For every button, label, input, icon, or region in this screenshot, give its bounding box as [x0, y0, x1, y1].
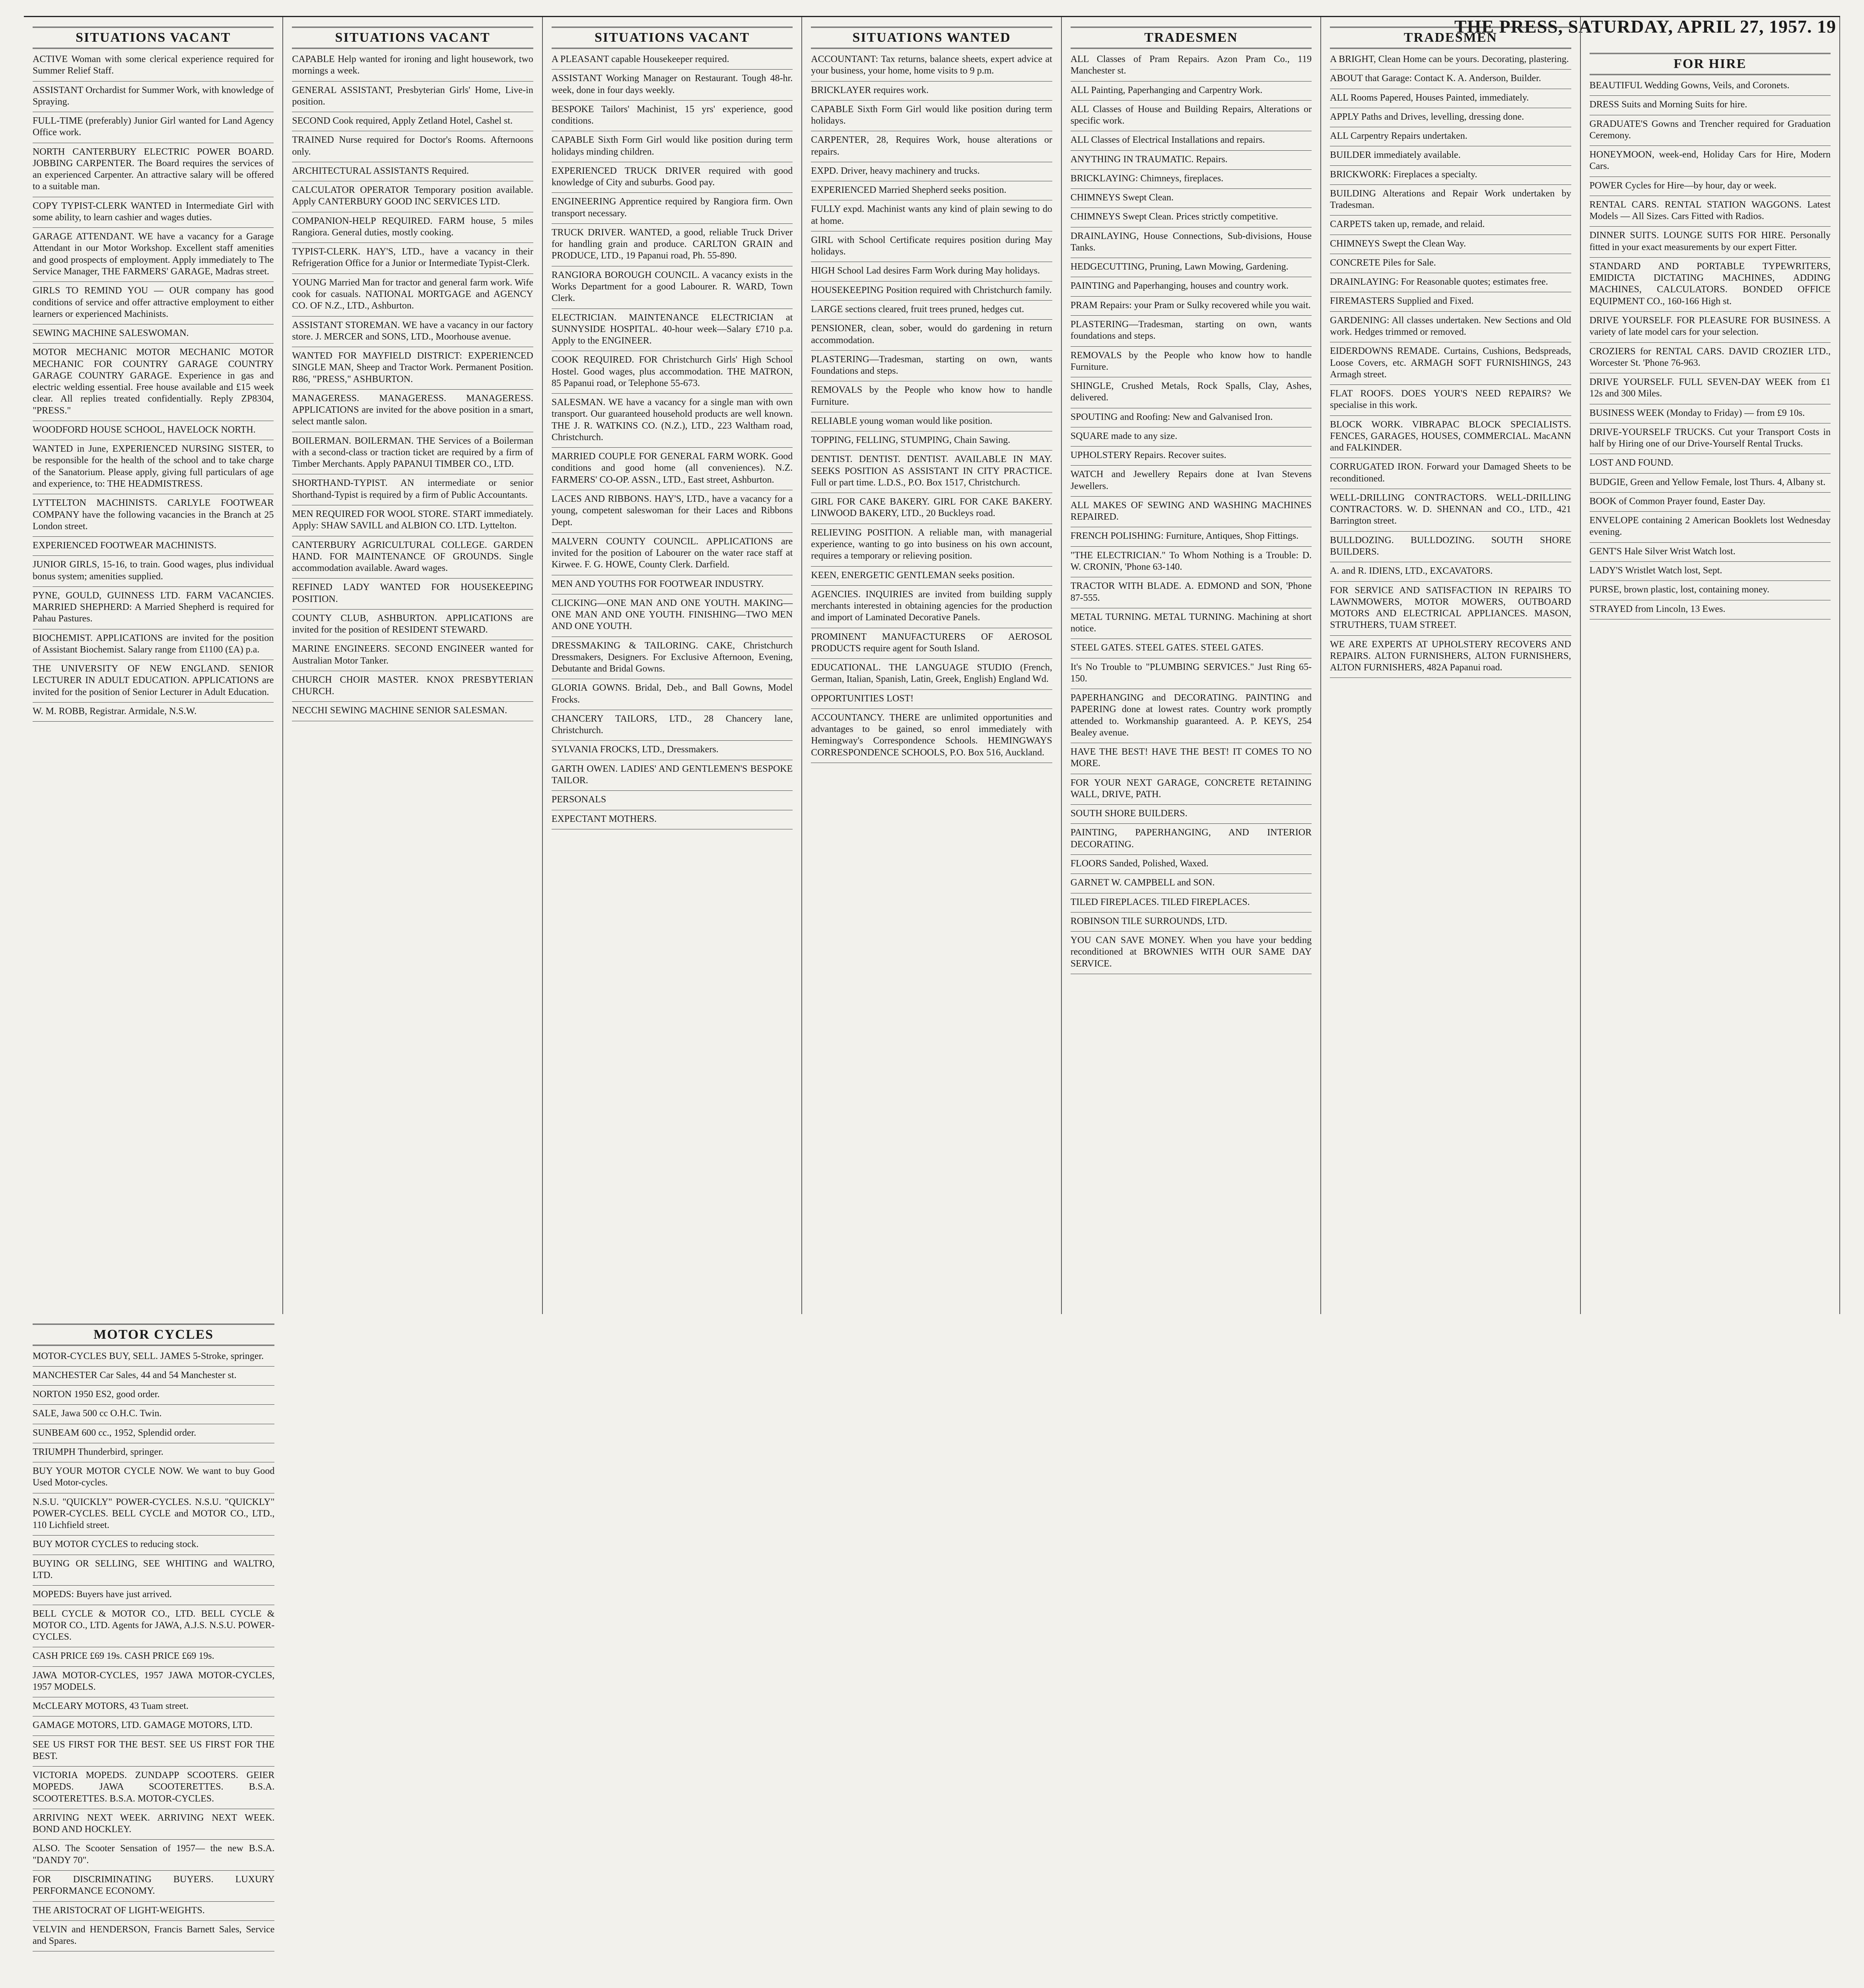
ad-divider	[1330, 531, 1571, 532]
ad-divider	[33, 81, 274, 82]
classified-ad: ANYTHING IN TRAUMATIC. Repairs.	[1070, 154, 1228, 165]
classified-ad: SECOND Cook required, Apply Zetland Hotel, Cashel st.	[292, 116, 513, 126]
classified-ad: BLOCK WORK. VIBRAPAC BLOCK SPECIALISTS. FENCES, GARAGES, HOUSES, COMMERCIAL. MacANN and FALKINDER.	[1330, 419, 1571, 453]
classified-ad: COOK REQUIRED. FOR Christchurch Girls' High School Hostel. Good wages, plus accommodation. THE MATRON, 85 Papanui road, or Telephone 55-673.	[551, 355, 793, 388]
ad-divider	[1071, 446, 1312, 447]
ad-divider	[33, 1585, 274, 1586]
ad-divider	[33, 1535, 274, 1536]
classified-ad: EXPERIENCED TRUCK DRIVER required with good knowledge of City and suburbs. Good pay.	[551, 165, 793, 188]
classified-ad: A BRIGHT, Clean Home can be yours. Decorating, plastering.	[1330, 54, 1569, 64]
classified-ad: BRICKLAYER requires work.	[811, 85, 929, 95]
ad-divider	[33, 1366, 274, 1367]
column-8	[24, 1314, 283, 1988]
classified-ad: CHANCERY TAILORS, LTD., 28 Chancery lane, Christchurch.	[551, 713, 793, 736]
ad-divider	[552, 532, 793, 533]
ad-divider	[33, 721, 274, 722]
classified-ad: ALSO. The Scooter Sensation of 1957— the new B.S.A. "DANDY 70".	[33, 1843, 275, 1866]
ad-divider	[1590, 257, 1831, 258]
classified-ad: SQUARE made to any size.	[1070, 431, 1178, 441]
column-7	[1581, 17, 1840, 1314]
ad-divider	[292, 609, 533, 610]
classified-ad: ARRIVING NEXT WEEK. ARRIVING NEXT WEEK. BOND AND HOCKLEY.	[33, 1812, 275, 1835]
classified-ad: COMPANION-HELP REQUIRED. FARM house, 5 miles Rangiora. General duties, mostly cooking.	[292, 215, 533, 238]
ad-divider	[1590, 542, 1831, 543]
classified-ad: ALL Classes of House and Building Repairs, Alterations or specific work.	[1070, 104, 1312, 126]
column-4	[802, 17, 1061, 1314]
classified-ad: CLICKING—ONE MAN AND ONE YOUTH. MAKING—ONE MAN AND ONE YOUTH. FINISHING—TWO MEN AND ONE YOUTH.	[551, 598, 793, 632]
classified-ad: CANTERBURY AGRICULTURAL COLLEGE. GARDEN HAND. FOR MAINTENANCE OF GROUNDS. Single accommodation available. Award wages.	[292, 540, 533, 574]
classified-ad: BUDGIE, Green and Yellow Female, lost Thurs. 4, Albany st.	[1589, 477, 1826, 487]
newspaper-page	[24, 16, 1840, 1988]
classified-ad: TILED FIREPLACES. TILED FIREPLACES.	[1070, 897, 1250, 907]
classified-ad: SALESMAN. WE have a vacancy for a single man with own transport. Our guaranteed household products are well known. THE J. R. WATKINS CO. (N.Z.), LTD., 223 Waltham road, Christchurch.	[551, 397, 793, 443]
classified-ad: ROBINSON TILE SURROUNDS, LTD.	[1070, 916, 1227, 926]
classified-ad: N.S.U. "QUICKLY" POWER-CYCLES. N.S.U. "QUICKLY" POWER-CYCLES. BELL CYCLE and MOTOR CO., LTD., 110 Lichfield street.	[33, 1497, 275, 1531]
ad-divider	[33, 1666, 274, 1667]
ad-divider	[1071, 931, 1312, 932]
ad-divider	[811, 350, 1052, 351]
classified-ad: WATCH and Jewellery Repairs done at Ivan Stevens Jewellers.	[1070, 469, 1312, 491]
classified-ad: EDUCATIONAL. THE LANGUAGE STUDIO (French, German, Italian, Spanish, Latin, Greek, English) England Wd.	[811, 662, 1052, 685]
ad-divider	[552, 447, 793, 448]
classified-ad: REFINED LADY WANTED FOR HOUSEKEEPING POSITION.	[292, 582, 533, 604]
ad-divider	[1330, 635, 1571, 636]
classified-ad: FRENCH POLISHING: Furniture, Antiques, Shop Fittings.	[1070, 531, 1299, 542]
ad-divider	[33, 1870, 274, 1871]
classified-ad: PLASTERING—Tradesman, starting on own, wants foundations and steps.	[1070, 319, 1312, 342]
classified-ad: WE ARE EXPERTS AT UPHOLSTERY RECOVERS AND REPAIRS. ALTON FURNISHERS, ALTON FURNISHERS, ALTON FURNISHERS, 482A Papanui road.	[1330, 639, 1571, 673]
classified-ad: ASSISTANT STOREMAN. WE have a vacancy in our factory store. J. MERCER and SONS, LTD., Moorhouse avenue.	[292, 320, 533, 342]
classified-ad: FLOORS Sanded, Polished, Waxed.	[1070, 858, 1209, 869]
ad-divider	[811, 585, 1052, 586]
section-heading: TRADESMEN	[1071, 27, 1312, 49]
classified-ad: FOR DISCRIMINATING BUYERS. LUXURY PERFORMANCE ECONOMY.	[33, 1874, 275, 1897]
column-3	[543, 17, 802, 1314]
classified-ad: CHIMNEYS Swept Clean. Prices strictly competitive.	[1070, 212, 1278, 222]
ad-divider	[552, 740, 793, 741]
classified-ad: KEEN, ENERGETIC GENTLEMAN seeks position.	[811, 570, 1015, 580]
classified-ad: ENGINEERING Apprentice required by Rangiora firm. Own transport necessary.	[551, 196, 793, 219]
ad-divider	[33, 586, 274, 587]
ad-divider	[1071, 315, 1312, 316]
classified-ad: HAVE THE BEST! HAVE THE BEST! IT COMES TO NO MORE.	[1070, 747, 1312, 769]
ad-divider	[292, 81, 533, 82]
classified-ad: EXPECTANT MOTHERS.	[551, 813, 657, 824]
column-5	[1062, 17, 1321, 1314]
classified-ad: GRADUATE'S Gowns and Trencher required for Graduation Ceremony.	[1589, 118, 1831, 141]
classified-ad: HONEYMOON, week-end, Holiday Cars for Hire, Modern Cars.	[1589, 149, 1831, 172]
ad-divider	[1590, 561, 1831, 562]
classified-ad: MOPEDS: Buyers have just arrived.	[33, 1589, 172, 1600]
ad-divider	[1071, 465, 1312, 466]
ad-divider	[1590, 95, 1831, 96]
ad-divider	[1071, 169, 1312, 170]
classified-ad: ABOUT that Garage: Contact K. A. Anderson, Builder.	[1330, 73, 1541, 84]
ad-divider	[552, 192, 793, 193]
classified-ad: CHIMNEYS Swept Clean.	[1070, 192, 1174, 203]
classified-ad: PERSONALS	[551, 794, 606, 805]
ad-divider	[1330, 165, 1571, 166]
ad-divider	[292, 578, 533, 579]
classified-ad: TYPIST-CLERK. HAY'S, LTD., have a vacancy in their Refrigeration Office for a Junior or Intermediate Typist-Clerk.	[292, 247, 533, 269]
classified-ad: MEN REQUIRED FOR WOOL STORE. START immediately. Apply: SHAW SAVILL and ALBION CO. LTD. Lyttelton.	[292, 509, 533, 531]
ad-divider	[292, 701, 533, 702]
classified-ad: NECCHI SEWING MACHINE SENIOR SALESMAN.	[292, 705, 507, 716]
ad-divider	[1071, 804, 1312, 805]
classified-ad: METAL TURNING. METAL TURNING. Machining at short notice.	[1070, 612, 1312, 634]
classified-ad: BOILERMAN. BOILERMAN. THE Services of a Boilerman with a second-class or traction ticket are required by a firm of Timber Merchants. Apply PAPANUI TIMBER CO., LTD.	[292, 435, 533, 470]
classified-ad: AGENCIES. INQUIRIES are invited from building supply merchants interested in obtaining agencies for the production and import of Laminated Decorative Panels.	[811, 589, 1052, 623]
classified-ad: THE UNIVERSITY OF NEW ENGLAND. SENIOR LECTURER IN ADULT EDUCATION. APPLICATIONS are invited for the position of Senior Lecturer in Adult Education.	[33, 664, 274, 697]
classified-ad: TOPPING, FELLING, STUMPING, Chain Sawing.	[811, 435, 1011, 446]
classified-ad: FOR SERVICE AND SATISFACTION IN REPAIRS TO LAWNMOWERS, MOTOR MOWERS, OUTBOARD MOTORS AND ELECTRICAL APPLIANCES. MASON, STRUTHERS, TUAM STREET.	[1330, 585, 1571, 631]
ad-divider	[1071, 100, 1312, 101]
ad-divider	[811, 658, 1052, 659]
classified-ad: CASH PRICE £69 19s. CASH PRICE £69 19s.	[33, 1651, 214, 1662]
classified-ad: STANDARD AND PORTABLE TYPEWRITERS, EMIDICTA DICTATING MACHINES, ADDING MACHINES, CALCULATORS. BONDED OFFICE EQUIPMENT CO., 160-166 High st.	[1589, 261, 1831, 307]
classified-ad: LOST AND FOUND.	[1589, 458, 1674, 468]
ad-divider	[1071, 81, 1312, 82]
classified-ad: BEAUTIFUL Wedding Gowns, Veils, and Coronets.	[1589, 80, 1790, 91]
classified-ad: A PLEASANT capable Housekeeper required.	[551, 54, 729, 64]
classified-ad: LADY'S Wristlet Watch lost, Sept.	[1589, 565, 1722, 576]
classified-ad: RELIEVING POSITION. A reliable man, with managerial experience, wanting to go into business on his own account, requires a temporary or relieving position.	[811, 527, 1052, 561]
classified-ad: CONCRETE Piles for Sale.	[1330, 257, 1436, 268]
column-6	[1321, 17, 1580, 1314]
classified-ad: COPY TYPIST-CLERK WANTED in Intermediate Girl with some ability, to learn cashier and wages duties.	[33, 200, 274, 223]
ad-divider	[33, 1920, 274, 1921]
ad-divider	[552, 69, 793, 70]
classified-ad: GENT'S Hale Silver Wrist Watch lost.	[1589, 546, 1736, 557]
classified-ad: PYNE, GOULD, GUINNESS LTD. FARM VACANCIES. MARRIED SHEPHERD: A Married Shepherd is required for Pahau Pastures.	[33, 590, 274, 624]
ad-divider	[552, 393, 793, 394]
ad-divider	[1071, 854, 1312, 855]
section-heading: SITUATIONS VACANT	[33, 27, 274, 49]
classified-ad: BUILDING Alterations and Repair Work undertaken by Tradesman.	[1330, 188, 1571, 211]
classified-ad: BUSINESS WEEK (Monday to Friday) — from £9 10s.	[1589, 408, 1805, 418]
classified-ad: NORTON 1950 ES2, good order.	[33, 1389, 160, 1400]
ad-divider	[33, 1766, 274, 1767]
classified-ad: ALL Classes of Pram Repairs. Azon Pram Co., 119 Manchester st.	[1070, 54, 1312, 76]
classified-ad: WELL-DRILLING CONTRACTORS. WELL-DRILLING CONTRACTORS. W. D. SHENNAN and CO., LTD., 421 Barrington street.	[1330, 492, 1571, 526]
ad-divider	[1071, 296, 1312, 297]
classified-ad: STEEL GATES. STEEL GATES. STEEL GATES.	[1070, 643, 1264, 653]
classified-ad: CALCULATOR OPERATOR Temporary position available. Apply CANTERBURY GOOD INC SERVICES LTD.	[292, 185, 533, 207]
classified-ad: APPLY Paths and Drives, levelling, dressing done.	[1330, 111, 1524, 122]
classified-ad: POWER Cycles for Hire—by hour, day or week.	[1589, 180, 1777, 191]
classified-ad: PAINTING, PAPERHANGING, AND INTERIOR DECORATING.	[1070, 827, 1312, 850]
classified-ad: GARDENING: All classes undertaken. New Sections and Old work. Hedges trimmed or removed.	[1330, 315, 1571, 337]
classified-ad: SHINGLE, Crushed Metals, Rock Spalls, Clay, Ashes, delivered.	[1070, 381, 1312, 403]
classified-ad: FULLY expd. Machinist wants any kind of plain sewing to do at home.	[811, 204, 1052, 226]
classified-ad: PURSE, brown plastic, lost, containing money.	[1589, 584, 1769, 595]
classified-ad: MARRIED COUPLE FOR GENERAL FARM WORK. Good conditions and good home (all conveniences). N.Z. FARMERS' CO-OP. ASSN., LTD., East street, Ashburton.	[551, 451, 793, 485]
classified-ad: "THE ELECTRICIAN." To Whom Nothing is a Trouble: D. W. CRONIN, 'Phone 63-140.	[1070, 550, 1312, 572]
classified-ad: UPHOLSTERY Repairs. Recover suites.	[1070, 450, 1226, 461]
ad-divider	[811, 300, 1052, 301]
classified-ad: ASSISTANT Working Manager on Restaurant. Tough 48-hr. week, done in four days weekly.	[551, 73, 793, 95]
classified-ad: JAWA MOTOR-CYCLES, 1957 JAWA MOTOR-CYCLES, 1957 MODELS.	[33, 1670, 275, 1692]
section-heading: TRADESMEN	[1330, 27, 1571, 49]
classified-ad: BULLDOZING. BULLDOZING. SOUTH SHORE BUILDERS.	[1330, 535, 1571, 557]
classified-ad: SEE US FIRST FOR THE BEST. SEE US FIRST FOR THE BEST.	[33, 1739, 275, 1761]
classified-ad: CARPETS taken up, remade, and relaid.	[1330, 219, 1485, 230]
classified-ad: VELVIN and HENDERSON, Francis Barnett Sales, Service and Spares.	[33, 1924, 275, 1947]
classified-ad: TRIUMPH Thunderbird, springer.	[33, 1446, 163, 1457]
ad-divider	[811, 281, 1052, 282]
ad-divider	[811, 319, 1052, 320]
classified-ad: GARAGE ATTENDANT. WE have a vacancy for a Garage Attendant in our Motor Workshop. Excellent staff amenities and good prospects of employment. Apply immediately to The Service Manager, THE FARMERS' GARAGE, Madras street.	[33, 231, 274, 277]
classified-ad: CHIMNEYS Swept the Clean Way.	[1330, 238, 1466, 249]
classified-ad: McCLEARY MOTORS, 43 Tuam street.	[33, 1701, 189, 1712]
classified-ad: YOUNG Married Man for tractor and general farm work. Wife cook for casuals. NATIONAL MORTGAGE and AGENCY CO. OF N.Z., LTD., Ashburton.	[292, 277, 533, 311]
classified-ad: LYTTELTON MACHINISTS. CARLYLE FOOTWEAR COMPANY have the following vacancies in the Branch at 25 London street.	[33, 498, 274, 532]
classified-ad: BUYING OR SELLING, SEE WHITING and WALTRO, LTD.	[33, 1558, 275, 1580]
classified-ad: SYLVANIA FROCKS, LTD., Dressmakers.	[551, 744, 719, 755]
ad-divider	[811, 689, 1052, 690]
classified-ad: GIRL FOR CAKE BAKERY. GIRL FOR CAKE BAKERY. LINWOOD BAKERY, LTD., 20 Buckleys road.	[811, 497, 1052, 519]
ad-divider	[1071, 546, 1312, 547]
ad-divider	[1590, 492, 1831, 493]
classified-ad: DRAINLAYING: For Reasonable quotes; estimates free.	[1330, 277, 1548, 287]
classified-ad: ACCOUNTANCY. THERE are unlimited opportunities and advantages to be gained, so enrol immediately with Hemingway's Correspondence Schools. HEMINGWAYS CORRESPONDENCE SCHOOLS, P.O. Box 516, Auckland.	[811, 712, 1052, 758]
classified-ad: CARPENTER, 28, Requires Work, house alterations or repairs.	[811, 135, 1052, 157]
classified-ad: CROZIERS for RENTAL CARS. DAVID CROZIER LTD., Worcester St. 'Phone 76-963.	[1589, 346, 1831, 368]
ad-divider	[33, 536, 274, 537]
ad-divider	[1330, 581, 1571, 582]
classified-ad: TRAINED Nurse required for Doctor's Rooms. Afternoons only.	[292, 135, 533, 157]
column-2	[283, 17, 542, 1314]
ad-divider	[1071, 823, 1312, 824]
classified-ad: REMOVALS by the People who know how to handle Furniture.	[1070, 350, 1312, 372]
classified-ad: BRICKLAYING: Chimneys, fireplaces.	[1070, 173, 1224, 184]
classified-ad: TRUCK DRIVER. WANTED, a good, reliable Truck Driver for handling grain and produce. CARLTON GRAIN and PRODUCE, LTD., 19 Papanui road, Ph. 55-890.	[551, 227, 793, 261]
ad-divider	[1330, 311, 1571, 312]
classified-ad: MANAGERESS. MANAGERESS. MANAGERESS. APPLICATIONS are invited for the above position in a smart, select mantle salon.	[292, 393, 533, 427]
classified-ad: MEN AND YOUTHS FOR FOOTWEAR INDUSTRY.	[551, 579, 764, 589]
section-heading: MOTOR CYCLES	[33, 1324, 274, 1346]
classified-ad: MOTOR MECHANIC MOTOR MECHANIC MOTOR MECHANIC FOR COUNTRY GARAGE COUNTRY GARAGE COUNTRY GARAGE. Experience in gas and electric welding essential. Free house available and £15 week clear. All replies treated confidentially. Reply ZP8304, "PRESS."	[33, 347, 274, 416]
classified-ad: GAMAGE MOTORS, LTD. GAMAGE MOTORS, LTD.	[33, 1720, 253, 1731]
classified-ad: EIDERDOWNS REMADE. Curtains, Cushions, Bedspreads, Loose Covers, etc. ARMAGH SOFT FURNISHINGS, 243 Armagh street.	[1330, 346, 1571, 380]
classified-ad: CHURCH CHOIR MASTER. KNOX PRESBYTERIAN CHURCH.	[292, 674, 533, 697]
ad-divider	[1071, 496, 1312, 497]
classified-ad: FIREMASTERS Supplied and Fixed.	[1330, 296, 1474, 307]
classified-ad: GIRL with School Certificate requires position during May holidays.	[811, 235, 1052, 257]
masthead: THE PRESS, SATURDAY, APRIL 27, 1957. 19	[1454, 16, 1836, 37]
classified-ad: GARNET W. CAMPBELL and SON.	[1070, 878, 1215, 888]
classified-ad: GLORIA GOWNS. Bridal, Deb., and Ball Gowns, Model Frocks.	[551, 683, 793, 705]
section-heading: FOR HIRE	[1590, 53, 1831, 75]
classified-ad: VICTORIA MOPEDS. ZUNDAPP SCOOTERS. GEIER MOPEDS. JAWA SCOOTERETTES. B.S.A. SCOOTERETTES. B.S.A. MOTOR-CYCLES.	[33, 1770, 275, 1804]
ad-divider	[811, 566, 1052, 567]
classified-ad: It's No Trouble to "PLUMBING SERVICES." Just Ring 65-150.	[1070, 662, 1312, 684]
ad-divider	[33, 555, 274, 556]
classified-ad: ELECTRICIAN. MAINTENANCE ELECTRICIAN at SUNNYSIDE HOSPITAL. 40-hour week—Salary £710 p.a. Apply to the ENGINEER.	[551, 312, 793, 346]
column-1	[24, 17, 283, 1314]
ad-divider	[1590, 311, 1831, 312]
ad-divider	[1330, 384, 1571, 385]
ad-divider	[33, 1404, 274, 1405]
classified-ad: FULL-TIME (preferably) Junior Girl wanted for Land Agency Office work.	[33, 116, 274, 138]
classified-ad: PLASTERING—Tradesman, starting on own, wants Foundations and steps.	[811, 354, 1052, 377]
classified-ad: BELL CYCLE & MOTOR CO., LTD. BELL CYCLE & MOTOR CO., LTD. Agents for JAWA, A.J.S. N.S.U. POWER-CYCLES.	[33, 1608, 275, 1642]
classified-ad: SPOUTING and Roofing: New and Galvanised Iron.	[1070, 412, 1273, 422]
classified-ad: SEWING MACHINE SALESWOMAN.	[33, 328, 189, 339]
classified-ad: JUNIOR GIRLS, 15-16, to train. Good wages, plus individual bonus system; amenities supplied.	[33, 559, 274, 582]
classified-ad: ACCOUNTANT: Tax returns, balance sheets, expert advice at your business, your home, home visits to 9 p.m.	[811, 54, 1052, 76]
classified-ad: DRIVE YOURSELF. FOR PLEASURE FOR BUSINESS. A variety of late model cars for your selection.	[1589, 315, 1831, 338]
ad-divider	[33, 227, 274, 228]
classified-ad: HEDGECUTTING, Pruning, Lawn Mowing, Gardening.	[1070, 262, 1289, 272]
classified-ad: CORRUGATED IRON. Forward your Damaged Sheets to be reconditioned.	[1330, 462, 1571, 484]
classified-ad: ALL Carpentry Repairs undertaken.	[1330, 131, 1467, 142]
classified-ad: PAINTING and Paperhanging, houses and country work.	[1070, 281, 1289, 291]
ad-divider	[1330, 184, 1571, 185]
ad-divider	[1590, 226, 1831, 227]
ad-divider	[552, 790, 793, 791]
classified-ad: DENTIST. DENTIST. DENTIST. AVAILABLE IN MAY. SEEKS POSITION AS ASSISTANT IN CITY PRACTICE. Full or part time. L.D.S., P.O. Box 1517, Christchurch.	[811, 454, 1052, 488]
classified-ad: WOODFORD HOUSE SCHOOL, HAVELOCK NORTH.	[33, 424, 256, 435]
classified-ad: ALL Rooms Papered, Houses Painted, immediately.	[1330, 92, 1529, 103]
classified-ad: REMOVALS by the People who know how to handle Furniture.	[811, 385, 1052, 407]
classified-ad: PROMINENT MANUFACTURERS OF AEROSOL PRODUCTS require agent for South Island.	[811, 631, 1052, 654]
ad-divider	[1330, 415, 1571, 416]
classified-ad: DINNER SUITS. LOUNGE SUITS FOR HIRE. Personally fitted in your exact measurements by our expert Fitter.	[1589, 230, 1831, 252]
ad-divider	[811, 100, 1052, 101]
ad-divider	[1590, 473, 1831, 474]
classified-ad: DRIVE YOURSELF. FULL SEVEN-DAY WEEK from £1 12s and 300 Miles.	[1589, 377, 1831, 399]
classified-ad: MALVERN COUNTY COUNCIL. APPLICATIONS are invited for the position of Labourer on the water race staff at Kirwee. F. G. HOWE, County Clerk. Darfield.	[551, 536, 793, 570]
classified-ad: LACES AND RIBBONS. HAY'S, LTD., have a vacancy for a young, competent saleswoman for their Laces and Ribbons Dept.	[551, 493, 793, 528]
classified-ad: CAPABLE Sixth Form Girl would like position during term holidays minding children.	[551, 135, 793, 157]
classified-ad: RENTAL CARS. RENTAL STATION WAGGONS. Latest Models — All Sizes. Cars Fitted with Radios.	[1589, 199, 1831, 222]
ad-divider	[33, 702, 274, 703]
ad-divider	[292, 389, 533, 390]
classified-ad: RANGIORA BOROUGH COUNCIL. A vacancy exists in the Works Department for a good Labourer. R. WARD, Town Clerk.	[551, 270, 793, 304]
ad-divider	[1590, 580, 1831, 581]
classified-ad: BOOK of Common Prayer found, Easter Day.	[1589, 496, 1765, 507]
classified-ad: OPPORTUNITIES LOST!	[811, 693, 914, 704]
classified-ad: MANCHESTER Car Sales, 44 and 54 Manchester st.	[33, 1370, 237, 1380]
ad-divider	[33, 343, 274, 344]
classified-ad: ENVELOPE containing 2 American Booklets lost Wednesday evening.	[1589, 515, 1831, 538]
classified-ad: WANTED FOR MAYFIELD DISTRICT: EXPERIENCED SINGLE MAN, Sheep and Tractor Work. Permanent Position. R86, "PRESS," ASHBURTON.	[292, 351, 533, 384]
classified-ad: HOUSEKEEPING Position required with Christchurch family.	[811, 285, 1052, 295]
classified-ad: DRESSMAKING & TAILORING. CAKE, Christchurch Dressmakers, Designers. For Exclusive Afternoon, Evening, Debutante and Bridal Gowns.	[551, 640, 793, 674]
classified-ad: DRESS Suits and Morning Suits for hire.	[1589, 99, 1747, 110]
section-heading: SITUATIONS WANTED	[811, 27, 1052, 49]
classified-ad: BRICKWORK: Fireplaces a specialty.	[1330, 169, 1477, 180]
classified-ad: THE ARISTOCRAT OF LIGHT-WEIGHTS.	[33, 1905, 205, 1916]
ad-divider	[33, 1839, 274, 1840]
ad-divider	[1330, 69, 1571, 70]
classified-ad: TRACTOR WITH BLADE. A. EDMOND and SON, 'Phone 87-555.	[1070, 581, 1312, 603]
classified-ad: RELIABLE young woman would like position.	[811, 415, 993, 426]
classified-ad: FOR YOUR NEXT GARAGE, CONCRETE RETAINING WALL, DRIVE, PATH.	[1070, 777, 1312, 800]
classified-ad: PAPERHANGING and DECORATING. PAINTING and PAPERING done at lowest rates. Country work promptly attended to. Workmanship guaranteed. A. P. KEYS, 254 Bealey avenue.	[1070, 693, 1312, 738]
classified-ad: SHORTHAND-TYPIST. AN intermediate or senior Shorthand-Typist is required by a firm of Public Accountants.	[292, 478, 533, 500]
classified-ad: COUNTY CLUB, ASHBURTON. APPLICATIONS are invited for the position of RESIDENT STEWARD.	[292, 613, 533, 635]
classified-ad: EXPD. Driver, heavy machinery and trucks.	[811, 165, 980, 176]
classified-ad: ARCHITECTURAL ASSISTANTS Required.	[292, 165, 469, 176]
classified-ad: BUY YOUR MOTOR CYCLE NOW. We want to buy Good Used Motor-cycles.	[33, 1466, 275, 1488]
classified-ad: NORTH CANTERBURY ELECTRIC POWER BOARD. JOBBING CARPENTER. The Board requires the services of an experienced Carpenter. An attractive salary will be offered to a suitable man.	[33, 146, 274, 192]
classified-ad: SALE, Jawa 500 cc O.H.C. Twin.	[33, 1408, 162, 1419]
ad-divider	[552, 223, 793, 224]
classified-ad: PRAM Repairs: your Pram or Sulky recovered while you wait.	[1070, 300, 1311, 311]
ad-divider	[1071, 346, 1312, 347]
ad-divider	[33, 1901, 274, 1902]
classified-ad: A. and R. IDIENS, LTD., EXCAVATORS.	[1330, 566, 1493, 577]
classified-ad: HIGH School Lad desires Farm Work during May holidays.	[811, 266, 1040, 276]
classified-ad: ALL MAKES OF SEWING AND WASHING MACHINES REPAIRED.	[1070, 500, 1312, 522]
classified-ad: CAPABLE Help wanted for ironing and light housework, two mornings a week.	[292, 54, 533, 76]
classified-ad: PENSIONER, clean, sober, would do gardening in return accommodation.	[811, 323, 1052, 346]
classified-ad: ASSISTANT Orchardist for Summer Work, with knowledge of Spraying.	[33, 85, 274, 107]
ad-divider	[1590, 342, 1831, 343]
classified-ad: LARGE sections cleared, fruit trees pruned, hedges cut.	[811, 304, 1024, 315]
classified-ad: SOUTH SHORE BUILDERS.	[1070, 808, 1188, 819]
classified-ad: SUNBEAM 600 cc., 1952, Splendid order.	[33, 1427, 196, 1438]
classified-ad: ALL Classes of Electrical Installations and repairs.	[1070, 135, 1265, 146]
ad-divider	[1071, 188, 1312, 189]
ad-divider	[33, 1385, 274, 1386]
ad-divider	[811, 81, 1052, 82]
classified-ad: BESPOKE Tailors' Machinist, 15 yrs' experience, good conditions.	[551, 104, 793, 126]
classified-ad: FLAT ROOFS. DOES YOUR'S NEED REPAIRS? We specialise in this work.	[1330, 388, 1571, 411]
classified-ad: W. M. ROBB, Registrar. Armidale, N.S.W.	[33, 706, 197, 716]
classified-ad: MOTOR-CYCLES BUY, SELL. JAMES 5-Stroke, springer.	[33, 1351, 264, 1361]
classified-ad: BIOCHEMIST. APPLICATIONS are invited for the position of Assistant Biochemist. Salary range from £1100 (£A) p.a.	[33, 633, 274, 655]
classified-ad: GENERAL ASSISTANT, Presbyterian Girls' Home, Live-in position.	[292, 85, 533, 107]
section-heading: SITUATIONS VACANT	[552, 27, 793, 49]
ad-divider	[1071, 150, 1312, 151]
classified-ad: EXPERIENCED FOOTWEAR MACHINISTS.	[33, 540, 216, 551]
section-heading: SITUATIONS VACANT	[292, 27, 533, 49]
classified-ad: ALL Painting, Paperhanging and Carpentry Work.	[1070, 85, 1263, 95]
classified-ad: DRIVE-YOURSELF TRUCKS. Cut your Transport Costs in half by Hiring one of our Drive-Yourself Rental Trucks.	[1589, 427, 1831, 449]
classified-ad: YOU CAN SAVE MONEY. When you have your bedding reconditioned at BROWNIES WITH OUR SAME DAY SERVICE.	[1070, 935, 1312, 969]
classified-ad: BUILDER immediately available.	[1330, 150, 1461, 161]
classified-ad: MARINE ENGINEERS. SECOND ENGINEER wanted for Australian Motor Tanker.	[292, 644, 533, 666]
classified-ad: EXPERIENCED Married Shepherd seeks position.	[811, 185, 1007, 196]
ad-divider	[1590, 511, 1831, 512]
classified-ad: ACTIVE Woman with some clerical experience required for Summer Relief Staff.	[33, 54, 274, 76]
classified-ad: WANTED in June, EXPERIENCED NURSING SISTER, to be responsible for the health of the school and to take charge of the Sanatorium. Please apply, giving full particulars of age and experience, to: THE HEADMISTRESS.	[33, 444, 274, 489]
classified-ad: GARTH OWEN. LADIES' AND GENTLEMEN'S BESPOKE TAILOR.	[551, 763, 793, 786]
classified-ad: BUY MOTOR CYCLES to reducing stock.	[33, 1539, 199, 1550]
classified-ad: DRAINLAYING, House Connections, Sub-divisions, House Tanks.	[1070, 231, 1312, 253]
classified-ad: GIRLS TO REMIND YOU — OUR company has good conditions of service and offer attractive employment to either learners or experienced Machinists.	[33, 285, 274, 319]
classified-ad: STRAYED from Lincoln, 13 Ewes.	[1589, 604, 1726, 614]
ad-divider	[552, 100, 793, 101]
classified-ad: CAPABLE Sixth Form Girl would like position during term holidays.	[811, 104, 1052, 126]
